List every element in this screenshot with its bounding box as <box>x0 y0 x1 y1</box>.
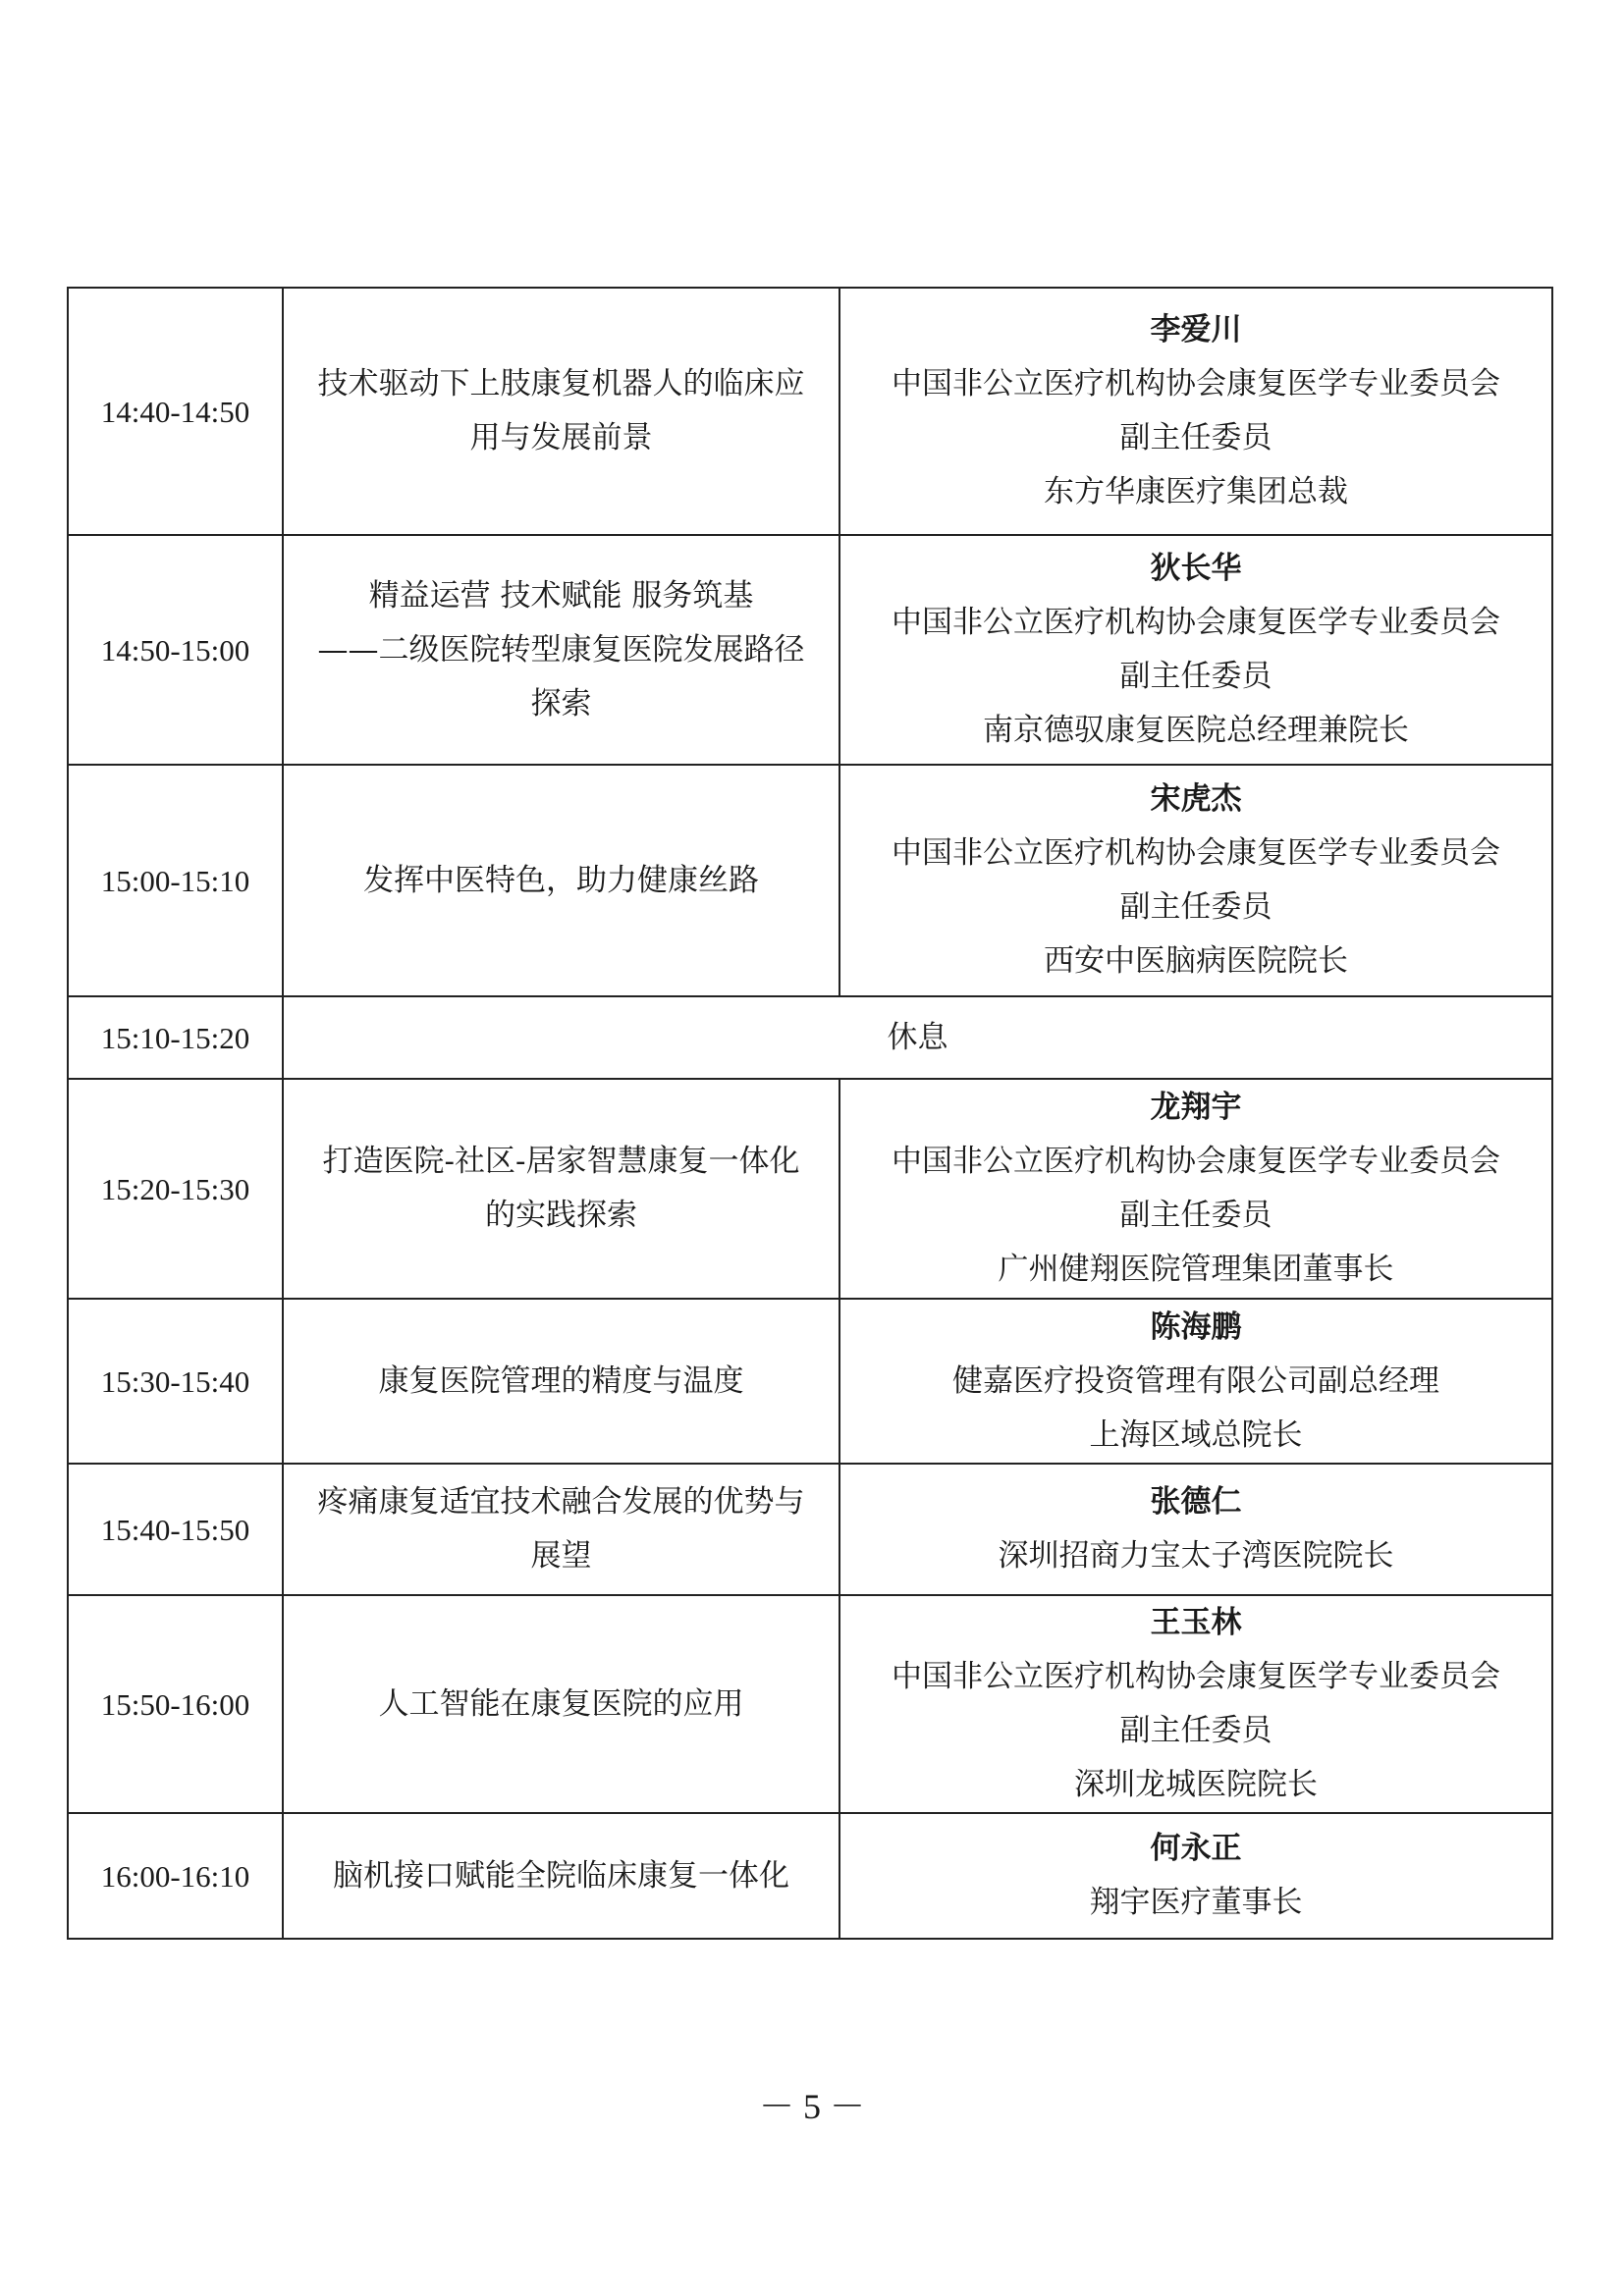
topic-cell <box>283 288 839 535</box>
agenda-row <box>68 765 1552 996</box>
speaker-name: 王玉林 <box>1150 1605 1242 1640</box>
speaker-name: 宋虎杰 <box>1150 781 1242 817</box>
speaker-title: 西安中医脑病医院院长 <box>1044 943 1348 979</box>
topic-line: 探索 <box>530 685 592 721</box>
time-cell: 15:30-15:40 <box>68 1299 283 1464</box>
topic-line: 打造医院-社区-居家智慧康复一体化 <box>322 1144 800 1179</box>
topic-line: 人工智能在康复医院的应用 <box>378 1685 744 1722</box>
time-cell: 15:50-16:00 <box>68 1595 283 1813</box>
speaker-title: 中国非公立医疗机构协会康复医学专业委员会 <box>892 366 1500 401</box>
speaker-title: 深圳招商力宝太子湾医院院长 <box>998 1538 1394 1574</box>
speaker-title: 深圳龙城医院院长 <box>1074 1767 1318 1802</box>
topic-cell <box>283 1464 839 1595</box>
speaker-name: 狄长华 <box>1150 551 1242 586</box>
agenda-row <box>68 996 1552 1079</box>
page-number: － 5 － <box>758 2087 865 2126</box>
speaker-title: 中国非公立医疗机构协会康复医学专业委员会 <box>892 835 1500 871</box>
speaker-title: 上海区域总院长 <box>1089 1416 1303 1453</box>
speaker-title: 中国非公立医疗机构协会康复医学专业委员会 <box>892 605 1500 640</box>
time-cell: 15:20-15:30 <box>68 1079 283 1299</box>
topic-cell <box>283 1079 839 1299</box>
topic-cell <box>283 1595 839 1813</box>
speaker-title: 中国非公立医疗机构协会康复医学专业委员会 <box>892 1144 1500 1179</box>
topic-line: 康复医院管理的精度与温度 <box>378 1362 744 1399</box>
speaker-title: 广州健翔医院管理集团董事长 <box>998 1252 1394 1287</box>
speaker-title: 副主任委员 <box>1119 1713 1272 1748</box>
agenda-row <box>68 1464 1552 1595</box>
time-cell: 15:40-15:50 <box>68 1464 283 1595</box>
topic-line: 技术驱动下上肢康复机器人的临床应 <box>317 366 805 401</box>
speaker-cell <box>839 1079 1552 1299</box>
speaker-name: 李爱川 <box>1150 312 1242 347</box>
agenda-row <box>68 1299 1552 1464</box>
topic-line: 疼痛康复适宜技术融合发展的优势与 <box>317 1484 805 1520</box>
speaker-cell <box>839 1299 1552 1464</box>
speaker-cell <box>839 1595 1552 1813</box>
topic-line: 的实践探索 <box>485 1198 637 1233</box>
agenda-row <box>68 1079 1552 1299</box>
speaker-cell <box>839 535 1552 765</box>
speaker-cell <box>839 1813 1552 1939</box>
topic-cell <box>283 535 839 765</box>
time-cell: 16:00-16:10 <box>68 1813 283 1939</box>
speaker-cell <box>839 765 1552 996</box>
agenda-row <box>68 1595 1552 1813</box>
topic-cell <box>283 1299 839 1464</box>
speaker-title: 南京德驭康复医院总经理兼院长 <box>983 713 1409 748</box>
topic-line: 脑机接口赋能全院临床康复一体化 <box>333 1857 789 1894</box>
topic-line: ——二级医院转型康复医院发展路径 <box>317 631 805 667</box>
speaker-name: 何永正 <box>1150 1831 1242 1866</box>
speaker-title: 副主任委员 <box>1119 659 1272 694</box>
speaker-name: 张德仁 <box>1150 1484 1242 1520</box>
agenda-row <box>68 1813 1552 1939</box>
topic-line: 精益运营 技术赋能 服务筑基 <box>368 577 754 614</box>
speaker-cell <box>839 1464 1552 1595</box>
agenda-table <box>67 287 1553 1940</box>
speaker-title: 中国非公立医疗机构协会康复医学专业委员会 <box>892 1659 1500 1694</box>
speaker-name: 陈海鹏 <box>1150 1308 1242 1345</box>
agenda-row <box>68 288 1552 535</box>
speaker-title: 副主任委员 <box>1119 1198 1272 1233</box>
time-cell: 14:40-14:50 <box>68 288 283 535</box>
time-cell: 15:10-15:20 <box>68 996 283 1079</box>
speaker-title: 副主任委员 <box>1119 889 1272 925</box>
speaker-name: 龙翔宇 <box>1150 1090 1242 1125</box>
speaker-title: 副主任委员 <box>1119 420 1272 455</box>
topic-cell <box>283 765 839 996</box>
break-cell: 休息 <box>283 996 1552 1079</box>
topic-line: 展望 <box>530 1538 592 1574</box>
agenda-row <box>68 535 1552 765</box>
speaker-title: 翔宇医疗董事长 <box>1089 1885 1303 1920</box>
topic-cell <box>283 1813 839 1939</box>
time-cell: 14:50-15:00 <box>68 535 283 765</box>
topic-line: 用与发展前景 <box>469 420 653 455</box>
speaker-title: 东方华康医疗集团总裁 <box>1044 474 1348 509</box>
speaker-title: 健嘉医疗投资管理有限公司副总经理 <box>952 1362 1439 1399</box>
time-cell: 15:00-15:10 <box>68 765 283 996</box>
topic-line: 发挥中医特色，助力健康丝路 <box>363 862 759 898</box>
speaker-cell <box>839 288 1552 535</box>
